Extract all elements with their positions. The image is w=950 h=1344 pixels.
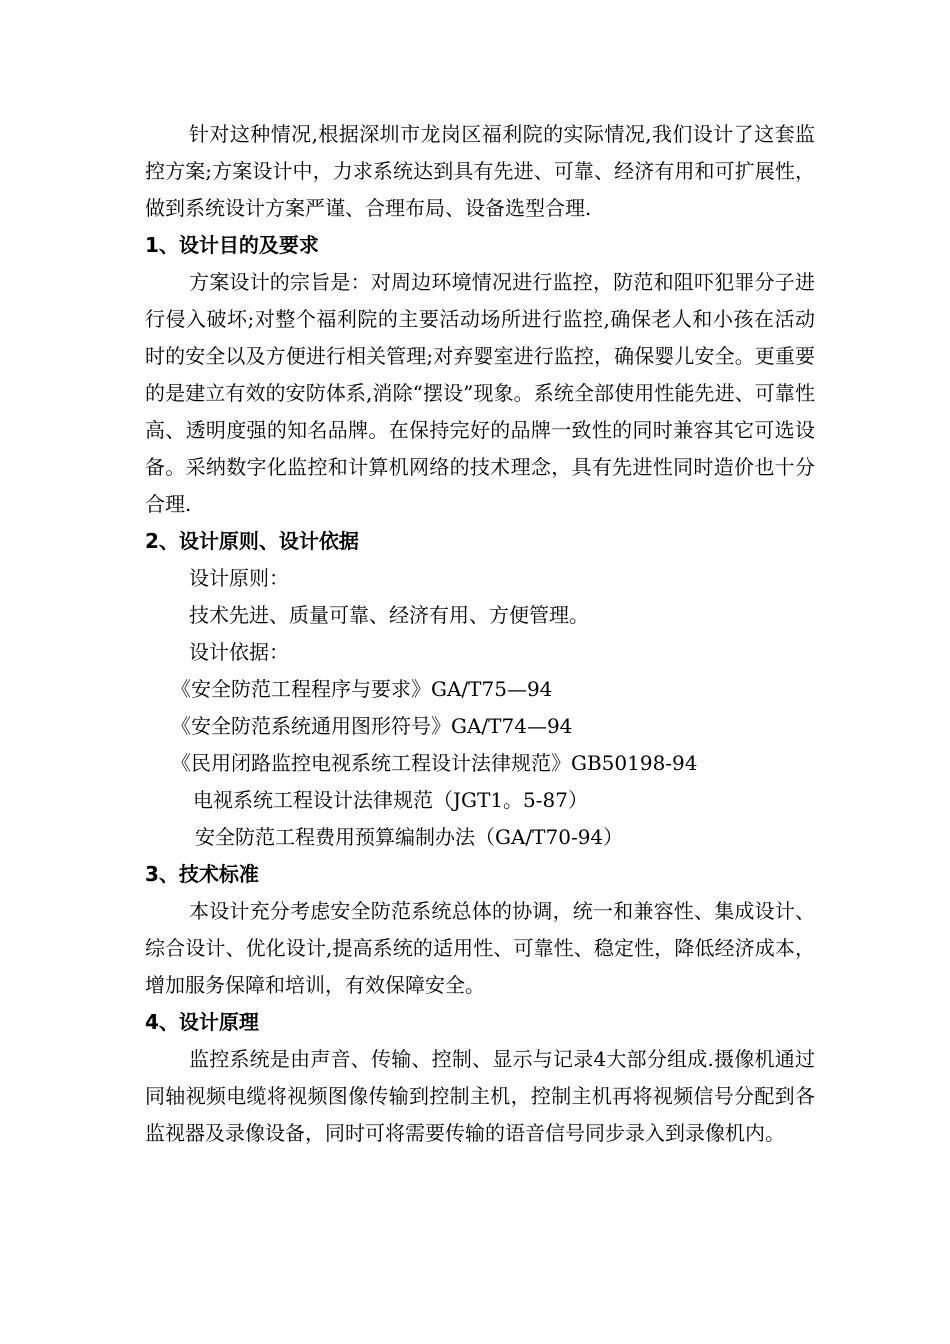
section-1-heading: 1、设计目的及要求 — [145, 233, 319, 257]
design-basis-item: 安全防范工程费用预算编制办法（GA/T70-94） — [195, 825, 624, 849]
section-4-heading: 4、设计原理 — [145, 1010, 259, 1034]
design-principle-text: 技术先进、质量可靠、经济有用、方便管理。 — [189, 603, 589, 627]
design-basis-label: 设计依据： — [189, 640, 289, 664]
intro-paragraph: 针对这种情况,根据深圳市龙岗区福利院的实际情况,我们设计了这套监控方案;方案设计中，力求系统达到具有先进、可靠、经济有用和可扩展性，做到系统设计方案严谨、合理布局、设备选型合理. — [145, 122, 815, 220]
design-basis-item: 《安全防范工程程序与要求》GA/T75—94 — [171, 677, 553, 701]
section-4-paragraph: 监控系统是由声音、传输、控制、显示与记录4大部分组成.摄像机通过同轴视频电缆将视频图像传输到控制主机，控制主机再将视频信号分配到各监视器及录像设备，同时可将需要传输的语音信号同步录入到录像机内。 — [145, 1047, 815, 1145]
design-basis-item: 电视系统工程设计法律规范（JGT1。5-87） — [193, 788, 588, 812]
section-3-paragraph: 本设计充分考虑安全防范系统总体的协调，统一和兼容性、集成设计、综合设计、优化设计,提高系统的适用性、可靠性、稳定性，降低经济成本，增加服务保障和培训，有效保障安全。 — [145, 899, 815, 997]
section-2-heading: 2、设计原则、设计依据 — [145, 529, 359, 553]
section-3-heading: 3、技术标准 — [145, 862, 259, 886]
design-basis-item: 《安全防范系统通用图形符号》GA/T74—94 — [171, 714, 573, 738]
section-1-paragraph: 方案设计的宗旨是：对周边环境情况进行监控，防范和阻吓犯罪分子进行侵入破坏;对整个福利院的主要活动场所进行监控,确保老人和小孩在活动时的安全以及方便进行相关管理;对弃婴室进行监控，确保婴儿安全。更重要的是建立有效的安防体系,消除“摆设”现象。系统全部使用性能先进、可靠性高、透明度强的知名品牌。在保持完好的品牌一致性的同时兼容其它可选设备。采纳数字化监控和计算机网络的技术理念，具有先进性同时造价也十分合理. — [145, 270, 815, 516]
design-principle-label: 设计原则： — [189, 566, 289, 590]
design-basis-item: 《民用闭路监控电视系统工程设计法律规范》GB50198-94 — [171, 751, 698, 775]
document-body — [145, 116, 815, 1152]
